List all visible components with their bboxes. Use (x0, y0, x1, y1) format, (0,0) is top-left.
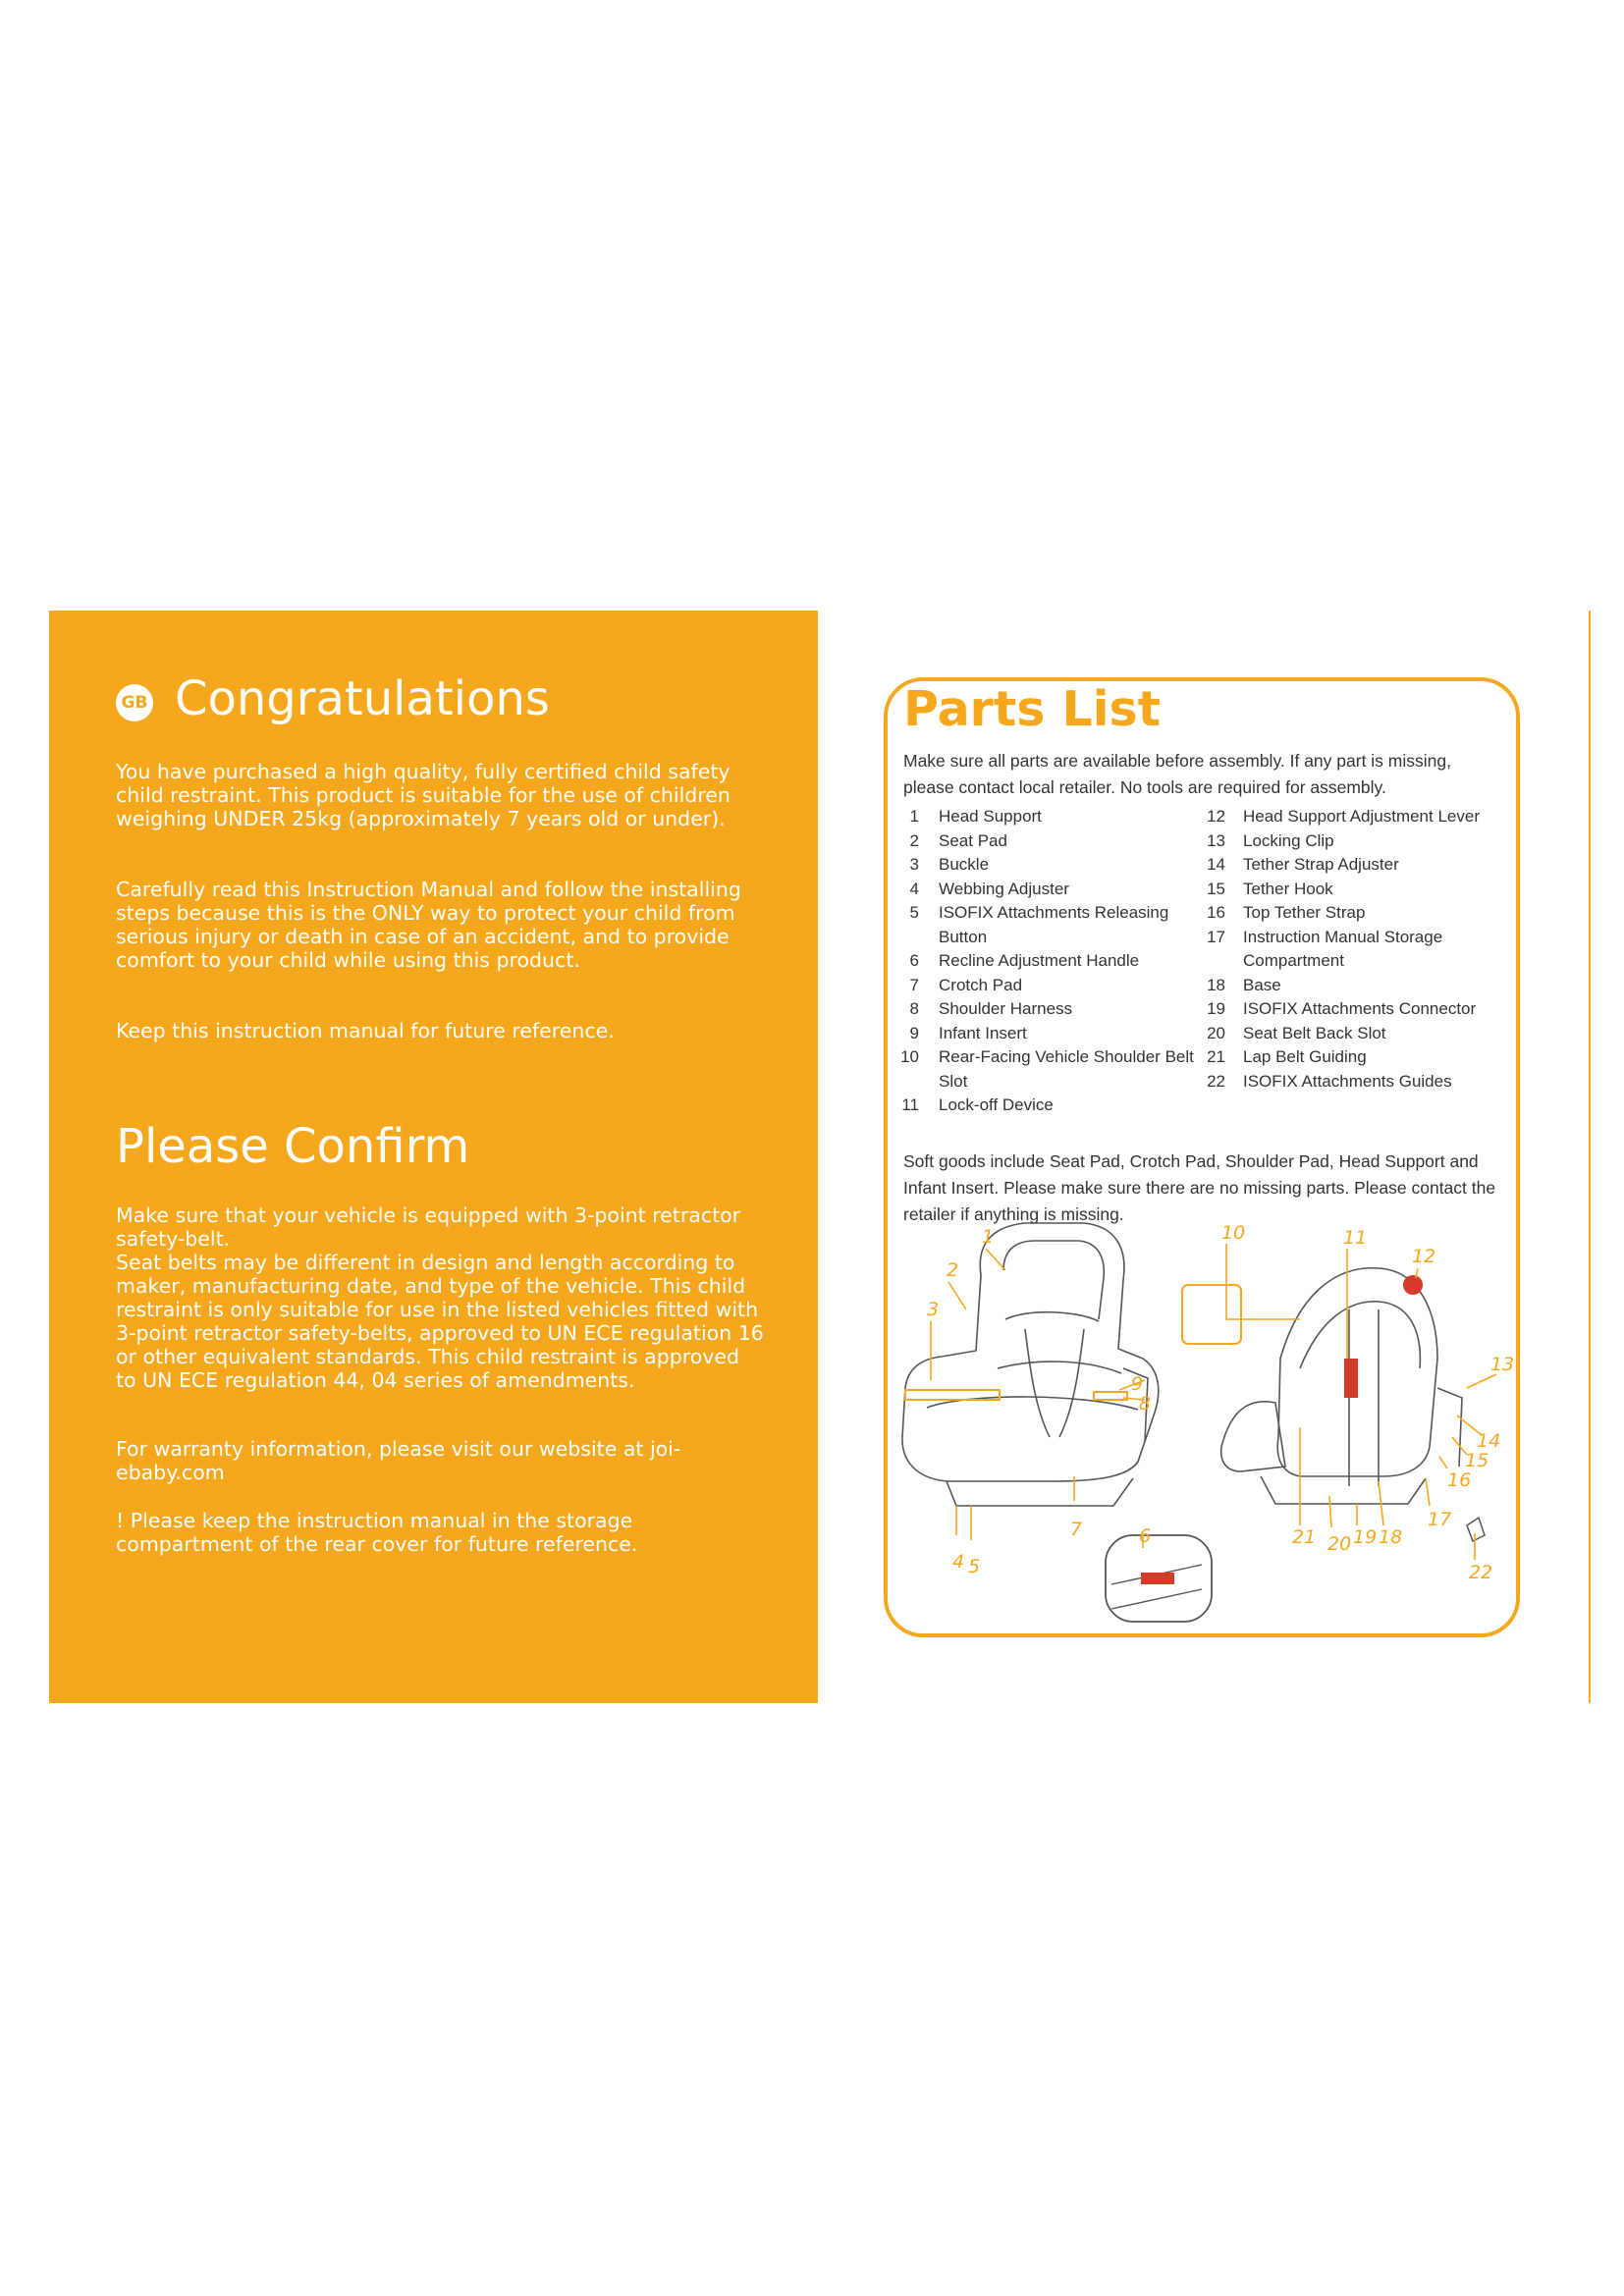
callout-12: 12 (1412, 1246, 1436, 1267)
intro-panel (49, 611, 818, 1703)
part-label: Locking Clip (1243, 830, 1334, 850)
part-label: Top Tether Strap (1243, 903, 1366, 922)
parts-list-intro: Make sure all parts are available before assembly. If any part is missing, please contact local retailer. No tools are required for assembly. (903, 751, 1451, 797)
callout-14: 14 (1477, 1430, 1501, 1452)
adjustment-lever-highlight (1403, 1275, 1423, 1295)
callout-6: 6 (1139, 1525, 1152, 1547)
parts-list-item (1208, 805, 1512, 829)
part-label: Rear-Facing Vehicle Shoulder Belt Slot (939, 1047, 1194, 1091)
callout-22: 22 (1469, 1562, 1493, 1583)
part-label: Crotch Pad (939, 975, 1023, 994)
harness-highlight (905, 1390, 1000, 1400)
parts-list-item (903, 853, 1198, 878)
part-number: 14 (1207, 855, 1225, 874)
callout-4: 4 (952, 1551, 965, 1573)
callout-9: 9 (1131, 1373, 1144, 1395)
part-label: ISOFIX Attachments Guides (1243, 1071, 1452, 1091)
parts-list-right-column (1208, 805, 1512, 1094)
warranty-paragraph: For warranty information, please visit our website at joi-ebaby.com (116, 1437, 681, 1484)
part-number: 4 (909, 879, 919, 898)
parts-list-item (1208, 829, 1512, 854)
page-edge-rule (1589, 611, 1591, 1703)
congratulations-heading: Congratulations (175, 671, 550, 726)
part-number: 17 (1207, 927, 1225, 946)
callout-18: 18 (1379, 1526, 1403, 1548)
callout-numbers (927, 1222, 1514, 1583)
parts-list-left-column (900, 805, 1198, 1118)
callout-3: 3 (927, 1299, 940, 1320)
part-number: 15 (1207, 879, 1225, 898)
callout-13: 13 (1490, 1354, 1515, 1375)
part-label: Tether Hook (1243, 879, 1333, 898)
belt-slot-inset (1182, 1285, 1241, 1344)
gb-language-badge: GB (116, 684, 153, 721)
callout-2: 2 (947, 1259, 959, 1281)
part-number: 8 (909, 999, 919, 1018)
parts-list-item (903, 1094, 1198, 1118)
part-label: Tether Strap Adjuster (1243, 855, 1399, 874)
callout-21: 21 (1292, 1526, 1317, 1548)
instructions-paragraph: Carefully read this Instruction Manual and follow the installing steps because this is the ONLY way to protect your child from serious injury or death in case of an accident, and to provide comfort to your child while using this product. (116, 878, 741, 972)
part-label: Infant Insert (939, 1023, 1027, 1042)
parts-list-item (900, 1045, 1198, 1094)
keep-manual-paragraph: Keep this instruction manual for future reference. (116, 1019, 615, 1042)
callout-7: 7 (1070, 1519, 1083, 1540)
recline-handle-inset (1106, 1535, 1212, 1622)
soft-goods-note: Soft goods include Seat Pad, Crotch Pad, Shoulder Pad, Head Support and Infant Insert. Please make sure there are no missing parts. Please contact the retailer if anything is missing. (903, 1151, 1496, 1224)
parts-list-item (903, 1022, 1198, 1046)
callout-19: 19 (1353, 1526, 1378, 1548)
part-number: 10 (900, 1047, 919, 1066)
callout-11: 11 (1343, 1227, 1368, 1249)
parts-list-item (903, 997, 1198, 1022)
part-label: Buckle (939, 855, 990, 874)
lock-off-highlight (1344, 1359, 1358, 1398)
parts-list-item (903, 829, 1198, 854)
parts-list-item (1208, 974, 1512, 998)
parts-list-item (1208, 901, 1512, 926)
intro-paragraph: You have purchased a high quality, fully certified child safety child restraint. This product is suitable for the use of children weighing UNDER 25kg (approximately 7 years old or under). (116, 760, 731, 830)
storage-note-paragraph: ! Please keep the instruction manual in the storage compartment of the rear cover for future reference. (116, 1509, 638, 1556)
part-label: Head Support Adjustment Lever (1243, 807, 1480, 826)
isofix-guide-illustration (1467, 1518, 1485, 1541)
parts-list-item (903, 949, 1198, 974)
parts-list-item (1208, 997, 1512, 1022)
part-label: Lock-off Device (939, 1095, 1054, 1114)
parts-list-item (903, 878, 1198, 902)
part-number: 7 (909, 975, 919, 994)
parts-list-item (1208, 1045, 1512, 1070)
part-label: Base (1243, 975, 1281, 994)
part-label: Recline Adjustment Handle (939, 951, 1140, 970)
parts-list-item (903, 805, 1198, 829)
rear-view-seat-illustration (1221, 1268, 1462, 1504)
parts-list-item (1208, 1022, 1512, 1046)
parts-list-item (1208, 878, 1512, 902)
parts-list-item (1208, 1070, 1512, 1095)
part-number: 11 (901, 1095, 919, 1114)
callout-15: 15 (1465, 1450, 1489, 1471)
part-number: 19 (1207, 999, 1225, 1018)
infant-insert-highlight (1094, 1392, 1127, 1400)
recline-handle-highlight (1141, 1573, 1174, 1584)
part-number: 18 (1207, 975, 1225, 994)
part-number: 13 (1207, 830, 1225, 850)
part-label: Seat Pad (939, 830, 1007, 850)
part-number: 20 (1207, 1023, 1225, 1042)
parts-list-item (1208, 926, 1512, 974)
part-label: Instruction Manual Storage Compartment (1243, 927, 1443, 970)
part-number: 6 (909, 951, 919, 970)
callout-10: 10 (1221, 1222, 1246, 1244)
callout-16: 16 (1447, 1469, 1472, 1491)
part-number: 9 (909, 1023, 919, 1042)
part-number: 12 (1207, 807, 1225, 826)
part-number: 5 (909, 903, 919, 922)
part-number: 21 (1207, 1047, 1225, 1066)
part-number: 2 (909, 830, 919, 850)
part-number: 1 (909, 807, 919, 826)
callout-leader-lines (931, 1244, 1496, 1560)
parts-list-item (903, 974, 1198, 998)
part-number: 22 (1207, 1071, 1225, 1091)
callout-1: 1 (982, 1226, 995, 1248)
vehicle-belt-paragraph: Make sure that your vehicle is equipped with 3-point retractor safety-belt. (116, 1203, 741, 1251)
parts-list-box (884, 677, 1520, 1637)
part-number: 3 (909, 855, 919, 874)
part-label: Webbing Adjuster (939, 879, 1069, 898)
callout-5: 5 (968, 1556, 981, 1577)
part-label: ISOFIX Attachments Connector (1243, 999, 1477, 1018)
part-label: Lap Belt Guiding (1243, 1047, 1367, 1066)
parts-list-title: Parts List (903, 681, 1162, 737)
please-confirm-heading: Please Confirm (116, 1119, 470, 1174)
callout-17: 17 (1428, 1509, 1452, 1530)
parts-list-item (1208, 853, 1512, 878)
front-view-seat-illustration (902, 1223, 1159, 1506)
seat-belt-paragraph: Seat belts may be different in design and length according to maker, manufacturing date, and type of the vehicle. This child restraint is only suitable for use in the listed vehicles fitted with 3-point retractor safety-belts, approved to UN ECE regulation 16 or other equivalent standards. This child restraint is approved to UN ECE regulation 44, 04 series of amendments. (116, 1251, 764, 1392)
part-number: 16 (1207, 903, 1225, 922)
parts-list-item (903, 901, 1198, 949)
callout-20: 20 (1327, 1533, 1352, 1555)
part-label: ISOFIX Attachments Releasing Button (939, 903, 1169, 946)
part-label: Shoulder Harness (939, 999, 1073, 1018)
callout-8: 8 (1139, 1393, 1152, 1415)
part-label: Seat Belt Back Slot (1243, 1023, 1386, 1042)
part-label: Head Support (939, 807, 1042, 826)
